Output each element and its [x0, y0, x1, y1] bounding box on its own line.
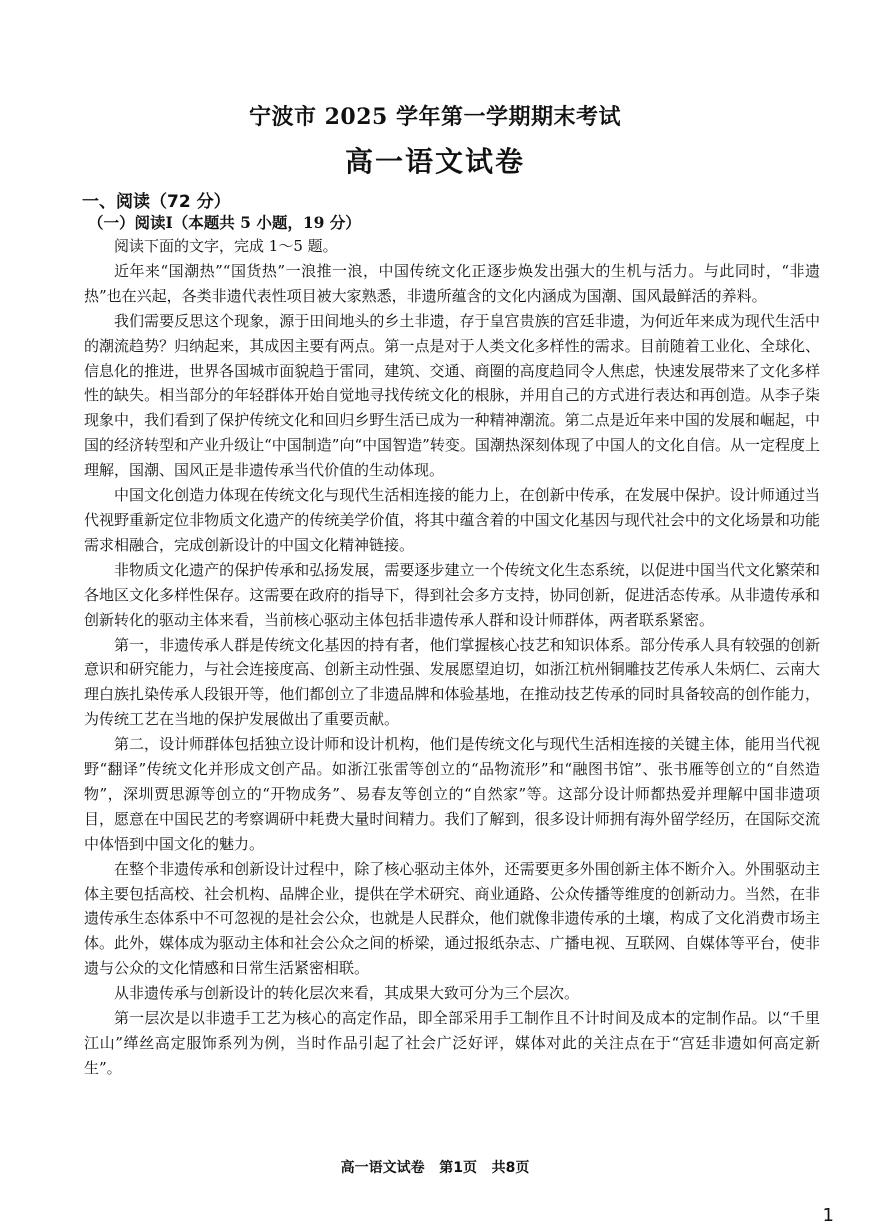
passage-paragraph: 近年来“国潮热”“国货热”一浪推一浪，中国传统文化正逐步焕发出强大的生机与活力。与此同时，“非遗热”也在兴起，各类非遗代表性项目被大家熟悉，非遗所蕴含的文化内涵成为国潮、国风最鲜活的养料。	[84, 261, 820, 305]
passage-paragraph: 我们需要反思这个现象，源于田间地头的乡土非遗，存于皇宫贵族的宫廷非遗，为何近年来成为现代生活中的潮流趋势？归纳起来，其成因主要有两点。第一点是对于人类文化多样性的需求。目前随着工业化、全球化、信息化的推进，世界各国城市面貌趋于雷同，建筑、交通、商圈的高度趋同令人焦虑，快速发展带来了文化多样性的缺失。相当部分的年轻群体开始自觉地寻找传统文化的根脉，并用自己的方式进行表达和再创造。从李子柒现象中，我们看到了保护传统文化和回归乡野生活已成为一种精神潮流。第二点是近年来中国的发展和崛起，中国的经济转型和产业升级让“中国制造”向“中国智造”转变。国潮热深刻体现了中国人的文化自信。从一定程度上理解，国潮、国风正是非遗传承当代价值的生动体现。	[84, 311, 820, 480]
page-footer: 高一语文试卷 第1页 共8页	[340, 1160, 530, 1176]
passage-paragraph: 第二，设计师群体包括独立设计师和设计机构，他们是传统文化与现代生活相连接的关键主体，能用当代视野“翻译”传统文化并形成文创产品。如浙江张雷等创立的“品物流形”和“融图书馆”、张书雁等创立的“自然造物”，深圳贾思源等创立的“开物成务”、易春友等创立的“自然家”等。这部分设计师都热爱并理解中国非遗项目，愿意在中国民艺的考察调研中耗费大量时间精力。我们了解到，很多设计师拥有海外留学经历，在国际交流中体悟到中国文化的魅力。	[84, 735, 820, 853]
exam-title: 宁波市 2025 学年第一学期期末考试	[248, 104, 622, 130]
passage-paragraph: 非物质文化遗产的保护传承和弘扬发展，需要逐步建立一个传统文化生态系统，以促进中国当代文化繁荣和各地区文化多样性保存。这需要在政府的指导下，得到社会多方支持，协同创新，促进活态传承。从非遗传承和创新转化的驱动主体来看，当前核心驱动主体包括非遗传承人群和设计师群体，两者联系紧密。	[84, 560, 820, 629]
reading-passage	[84, 234, 820, 1081]
passage-paragraph: 第一，非遗传承人群是传统文化基因的持有者，他们掌握核心技艺和知识体系。部分传承人具有较强的创新意识和研究能力，与社会连接度高、创新主动性强、发展愿望迫切，如浙江杭州铜雕技艺传承人朱炳仁、云南大理白族扎染传承人段银开等，他们都创立了非遗品牌和体验基地，在推动技艺传承的同时具备较高的创作能力，为传统工艺在当地的保护发展做出了重要贡献。	[84, 635, 820, 729]
subsection-heading: （一）阅读Ⅰ（本题共 5 小题，19 分）	[88, 213, 361, 232]
exam-subtitle: 高一语文试卷	[344, 145, 525, 178]
instruction-paragraph: 阅读下面的文字，完成 1～5 题。	[114, 237, 338, 255]
passage-paragraph: 第一层次是以非遗手工艺为核心的高定作品，即全部采用手工制作且不计时间及成本的定制作品。以“千里江山”缂丝高定服饰系列为例，当时作品引起了社会广泛好评，媒体对此的关注点在于“宫廷非遗如何高定新生”。	[84, 1009, 820, 1077]
passage-paragraph: 在整个非遗传承和创新设计过程中，除了核心驱动主体外，还需要更多外围创新主体不断介入。外围驱动主体主要包括高校、社会机构、品牌企业，提供在学术研究、商业通路、公众传播等维度的创新动力。当然，在非遗传承生态体系中不可忽视的是社会公众，也就是人民群众，他们就像非遗传承的土壤，构成了文化消费市场主体。此外，媒体成为驱动主体和社会公众之间的桥梁，通过报纸杂志、广播电视、互联网、自媒体等平台，使非遗与公众的文化情感和日常生活紧密相联。	[84, 859, 820, 978]
page-number: 1	[822, 1205, 834, 1226]
passage-paragraph: 从非遗传承与创新设计的转化层次来看，其成果大致可分为三个层次。	[114, 984, 580, 1003]
passage-paragraph: 中国文化创造力体现在传统文化与现代生活相连接的能力上，在创新中传承，在发展中保护。设计师通过当代视野重新定位非物质文化遗产的传统美学价值，将其中蕴含着的中国文化基因与现代社会中的文化场景和功能需求相融合，完成创新设计的中国文化精神链接。	[84, 486, 820, 554]
section-heading: 一、阅读（72 分）	[82, 192, 231, 212]
